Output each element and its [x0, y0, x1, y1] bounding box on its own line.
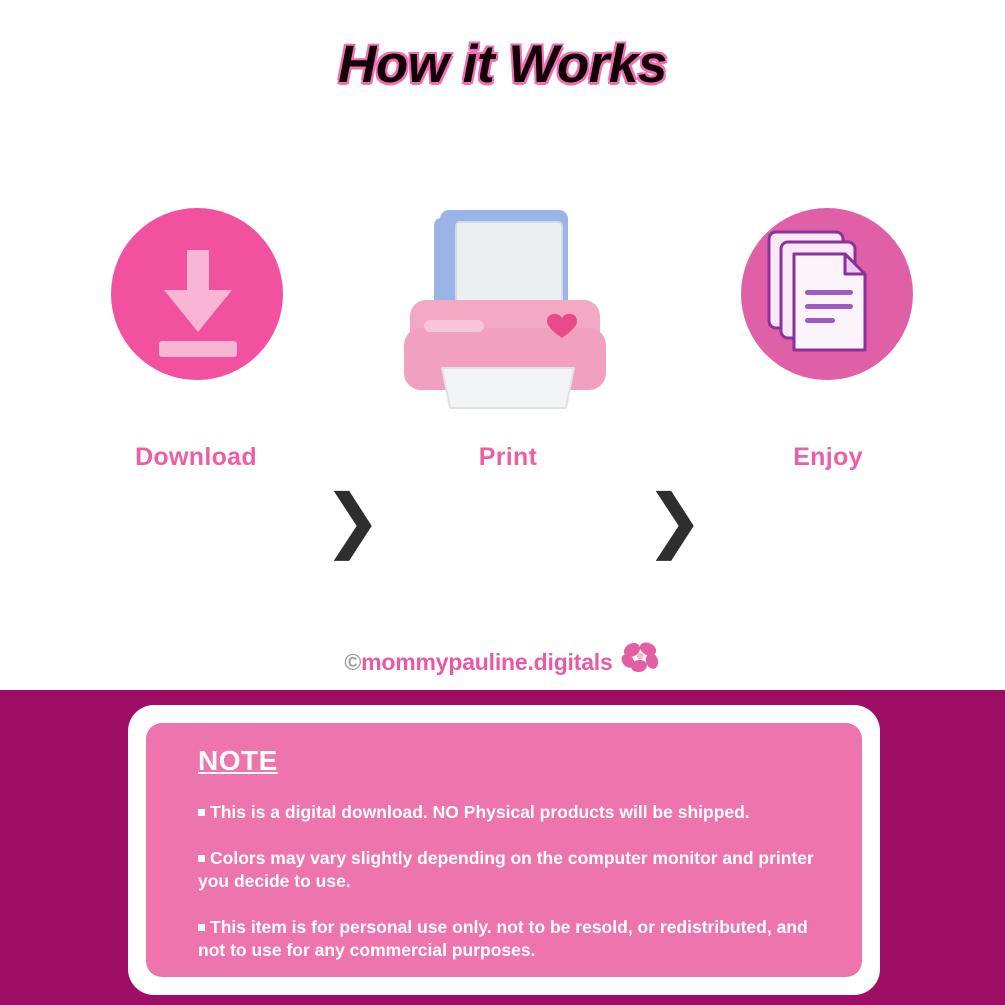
note-item: [198, 801, 838, 824]
step-label-enjoy: Enjoy: [793, 443, 863, 471]
note-item-text: This item is for personal use only. not to be resold, or redistributed, and not to use for any commercial purposes.: [198, 917, 808, 960]
chevron-right-icon: ❯: [645, 479, 704, 561]
download-icon-circle: [111, 208, 283, 380]
bullet-icon: [198, 809, 205, 816]
documents-stack-icon: [741, 208, 913, 380]
steps-row: [0, 200, 1005, 561]
enjoy-icon-circle: [741, 208, 913, 380]
brand-footer: [0, 640, 1005, 680]
printer-icon-svg: [398, 200, 618, 420]
note-item-text: This is a digital download. NO Physical products will be shipped.: [210, 802, 750, 822]
note-item: [198, 847, 838, 893]
bullet-icon: [198, 924, 205, 931]
copyright-icon: ©: [344, 649, 362, 675]
download-arrow-base-icon: [159, 341, 237, 357]
step-enjoy: [718, 200, 938, 500]
note-item: [198, 916, 838, 962]
chevron-right-icon: ❯: [323, 479, 382, 561]
step-label-download: Download: [135, 443, 257, 471]
bullet-icon: [198, 855, 205, 862]
note-item-text: Colors may vary slightly depending on the computer monitor and printer you decide to use.: [198, 848, 814, 891]
step-download: [86, 200, 306, 500]
note-card-inner: [146, 723, 862, 977]
note-heading: NOTE: [198, 745, 278, 776]
step-label-print: Print: [478, 443, 538, 471]
page-title: How it Works: [338, 35, 667, 94]
flower-icon: [619, 640, 661, 680]
note-card-outer: [128, 705, 880, 995]
brand-name: mommypauline.digitals: [361, 649, 613, 675]
printer-icon: [398, 200, 618, 420]
step-print: [398, 200, 618, 500]
note-section: [0, 690, 1005, 1005]
download-arrow-head-icon: [164, 290, 232, 332]
